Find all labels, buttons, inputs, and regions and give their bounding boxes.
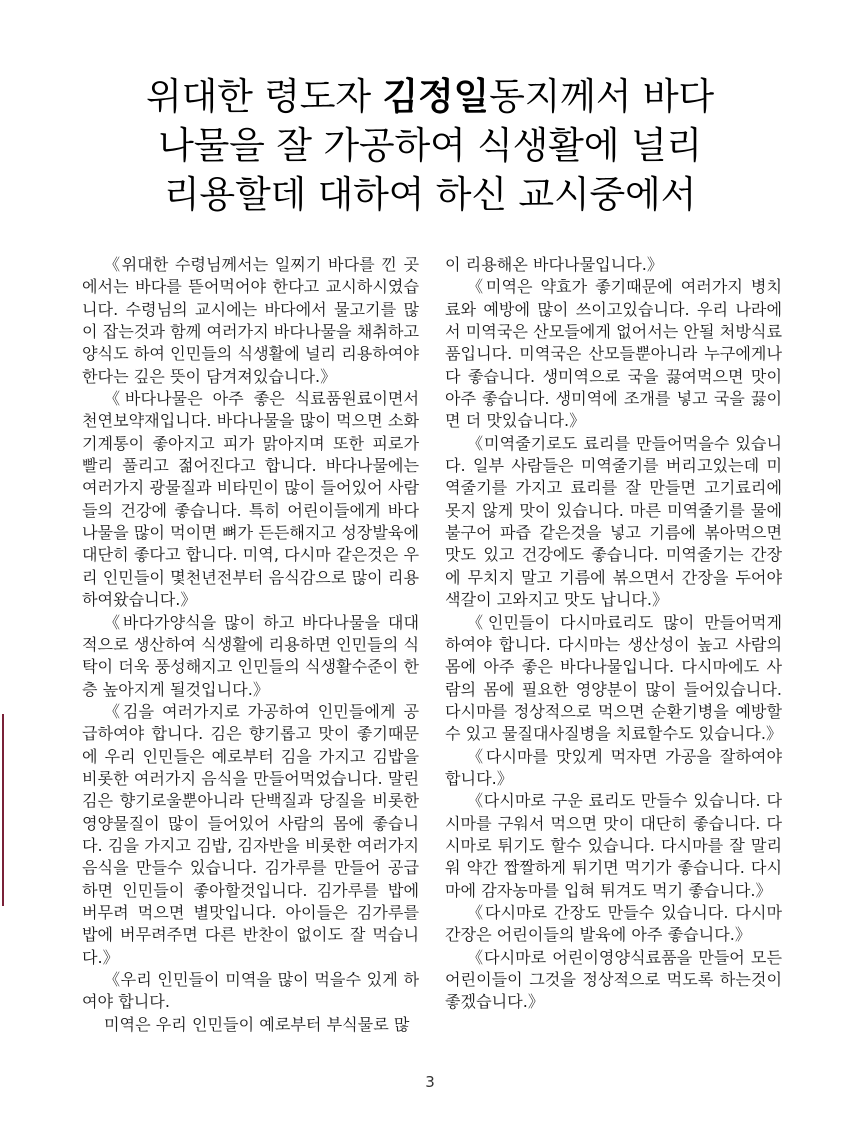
page-number: 3 — [425, 1073, 435, 1091]
paragraph: 《미역줄기로도 료리를 만들어먹을수 있습니다. 일부 사람들은 미역줄기를 버리고있는데 미역줄기를 가지고 료리를 잘 만들면 고기료리에 못지 않게 맛이 있습니다. 마른 미역줄기를 물에 불구어 파즙 같은것을 넣고 기름에 볶아먹으면 맛도 있고 건강에도 좋습니다. 미역줄기는 간장에 무치지 말고 기름에 볶으면서 간장을 두어야 색갈이 고와지고 맛도 납니다.》 — [445, 433, 782, 610]
title-line-1 — [0, 72, 860, 121]
page-title — [0, 72, 860, 219]
paragraph: 《우리 인민들이 미역을 많이 먹을수 있게 하여야 합니다. — [82, 970, 419, 1012]
title-line-1-bold: 김정일 — [382, 75, 490, 118]
paragraph: 《바다나물은 아주 좋은 식료품원료이면서 천연보약재입니다. 바다나물을 많이 먹으면 소화기계통이 좋아지고 피가 맑아지며 또한 피로가 빨리 풀리고 젊어진다고 합니다. 바다나물에는 여러가지 광물질과 비타민이 많이 들어있어 사람들의 건강에 좋습니다. 특히 어린이들에게 바다나물을 많이 먹이면 뼈가 든든해지고 성장발육에 대단히 좋다고 합니다. 미역, 다시마 같은것은 우리 인민들이 몇천년전부터 음식감으로 많이 리용하여왔습니다.》 — [82, 389, 419, 610]
paragraph: 《미역은 약효가 좋기때문에 여러가지 병치료와 예방에 많이 쓰이고있습니다. 우리 나라에서 미역국은 산모들에게 없어서는 안될 처방식료품입니다. 미역국은 산모들뿐아니라 누구에게나 다 좋습니다. 생미역으로 국을 끓여먹으면 맛이 아주 좋습니다. 생미역에 조개를 넣고 국을 끓이면 더 맛있습니다.》 — [445, 277, 782, 431]
title-line-1-suffix: 동지께서 바다 — [489, 75, 714, 118]
paragraph: 이 리용해온 바다나물입니다.》 — [445, 255, 663, 274]
title-line-3: 리용할데 대하여 하신 교시중에서 — [163, 173, 697, 216]
paragraph: 《다시마를 맛있게 먹자면 가공을 잘하여야 합니다.》 — [445, 746, 782, 788]
paragraph: 《바다가양식을 많이 하고 바다나물을 대대적으로 생산하여 식생활에 리용하면 인민들의 식탁이 더욱 풍성해지고 인민들의 식생활수준이 한층 높아지게 될것입니다.》 — [82, 612, 419, 699]
page-edge-mark — [2, 714, 4, 906]
title-line-1-prefix: 위대한 령도자 — [146, 75, 383, 118]
paragraph: 《위대한 수령님께서는 일찌기 바다를 낀 곳에서는 바다를 뜯어먹어야 한다고 교시하시였습니다. 수령님의 교시에는 바다에서 물고기를 많이 잡는것과 함께 여러가지 바다나물을 채취하고 양식도 하여 인민들의 식생활에 널리 리용하여야 한다는 깊은 뜻이 담겨져있습니다.》 — [82, 255, 419, 386]
title-line-2: 나물을 잘 가공하여 식생활에 널리 — [158, 124, 702, 167]
left-column — [82, 254, 419, 1036]
paragraph: 미역은 우리 인민들이 예로부터 부식물로 많 — [104, 1014, 410, 1034]
paragraph: 《다시마로 간장도 만들수 있습니다. 다시마간장은 어린이들의 발육에 아주 좋습니다.》 — [445, 902, 782, 945]
right-column — [445, 254, 782, 1036]
paragraph: 《다시마로 어린이영양식료품을 만들어 모든 어린이들이 그것을 정상적으로 먹도록 하는것이 좋겠습니다.》 — [445, 947, 782, 1012]
paragraph: 《다시마로 구운 료리도 만들수 있습니다. 다시마를 구워서 먹으면 맛이 대단히 좋습니다. 다시마로 튀기도 할수 있습니다. 다시마를 잘 말리워 약간 짭짤하게 튀기면 먹기가 좋습니다. 다시마에 감자농마를 입혀 튀겨도 먹기 좋습니다.》 — [445, 791, 782, 900]
paragraph: 《인민들이 다시마료리도 많이 만들어먹게 하여야 합니다. 다시마는 생산성이 높고 사람의 몸에 아주 좋은 바다나물입니다. 다시마에도 사람의 몸에 필요한 영양분이 많이 들어있습니다. 다시마를 정상적으로 먹으면 순환기병을 예방할수 있고 물질대사질병을 치료할수도 있습니다.》 — [445, 612, 783, 744]
paragraph: 《김을 여러가지로 가공하여 인민들에게 공급하여야 합니다. 김은 향기롭고 맛이 좋기때문에 우리 인민들은 예로부터 김을 가지고 김밥을 비롯한 여러가지 음식을 만들어먹었습니다. 말린 김은 향기로울뿐아니라 단백질과 당질을 비롯한 영양물질이 많이 들어있어 사람의 몸에 좋습니다. 김을 가지고 김밥, 김자반을 비롯한 여러가지 음식을 만들수 있습니다. 김가루를 만들어 공급하면 인민들이 좋아할것입니다. 김가루를 밥에 버무려 먹으면 별맛입니다. 아이들은 김가루를 밥에 버무려주면 다른 반찬이 없이도 잘 먹습니다.》 — [82, 701, 419, 967]
body-columns — [82, 254, 782, 1036]
